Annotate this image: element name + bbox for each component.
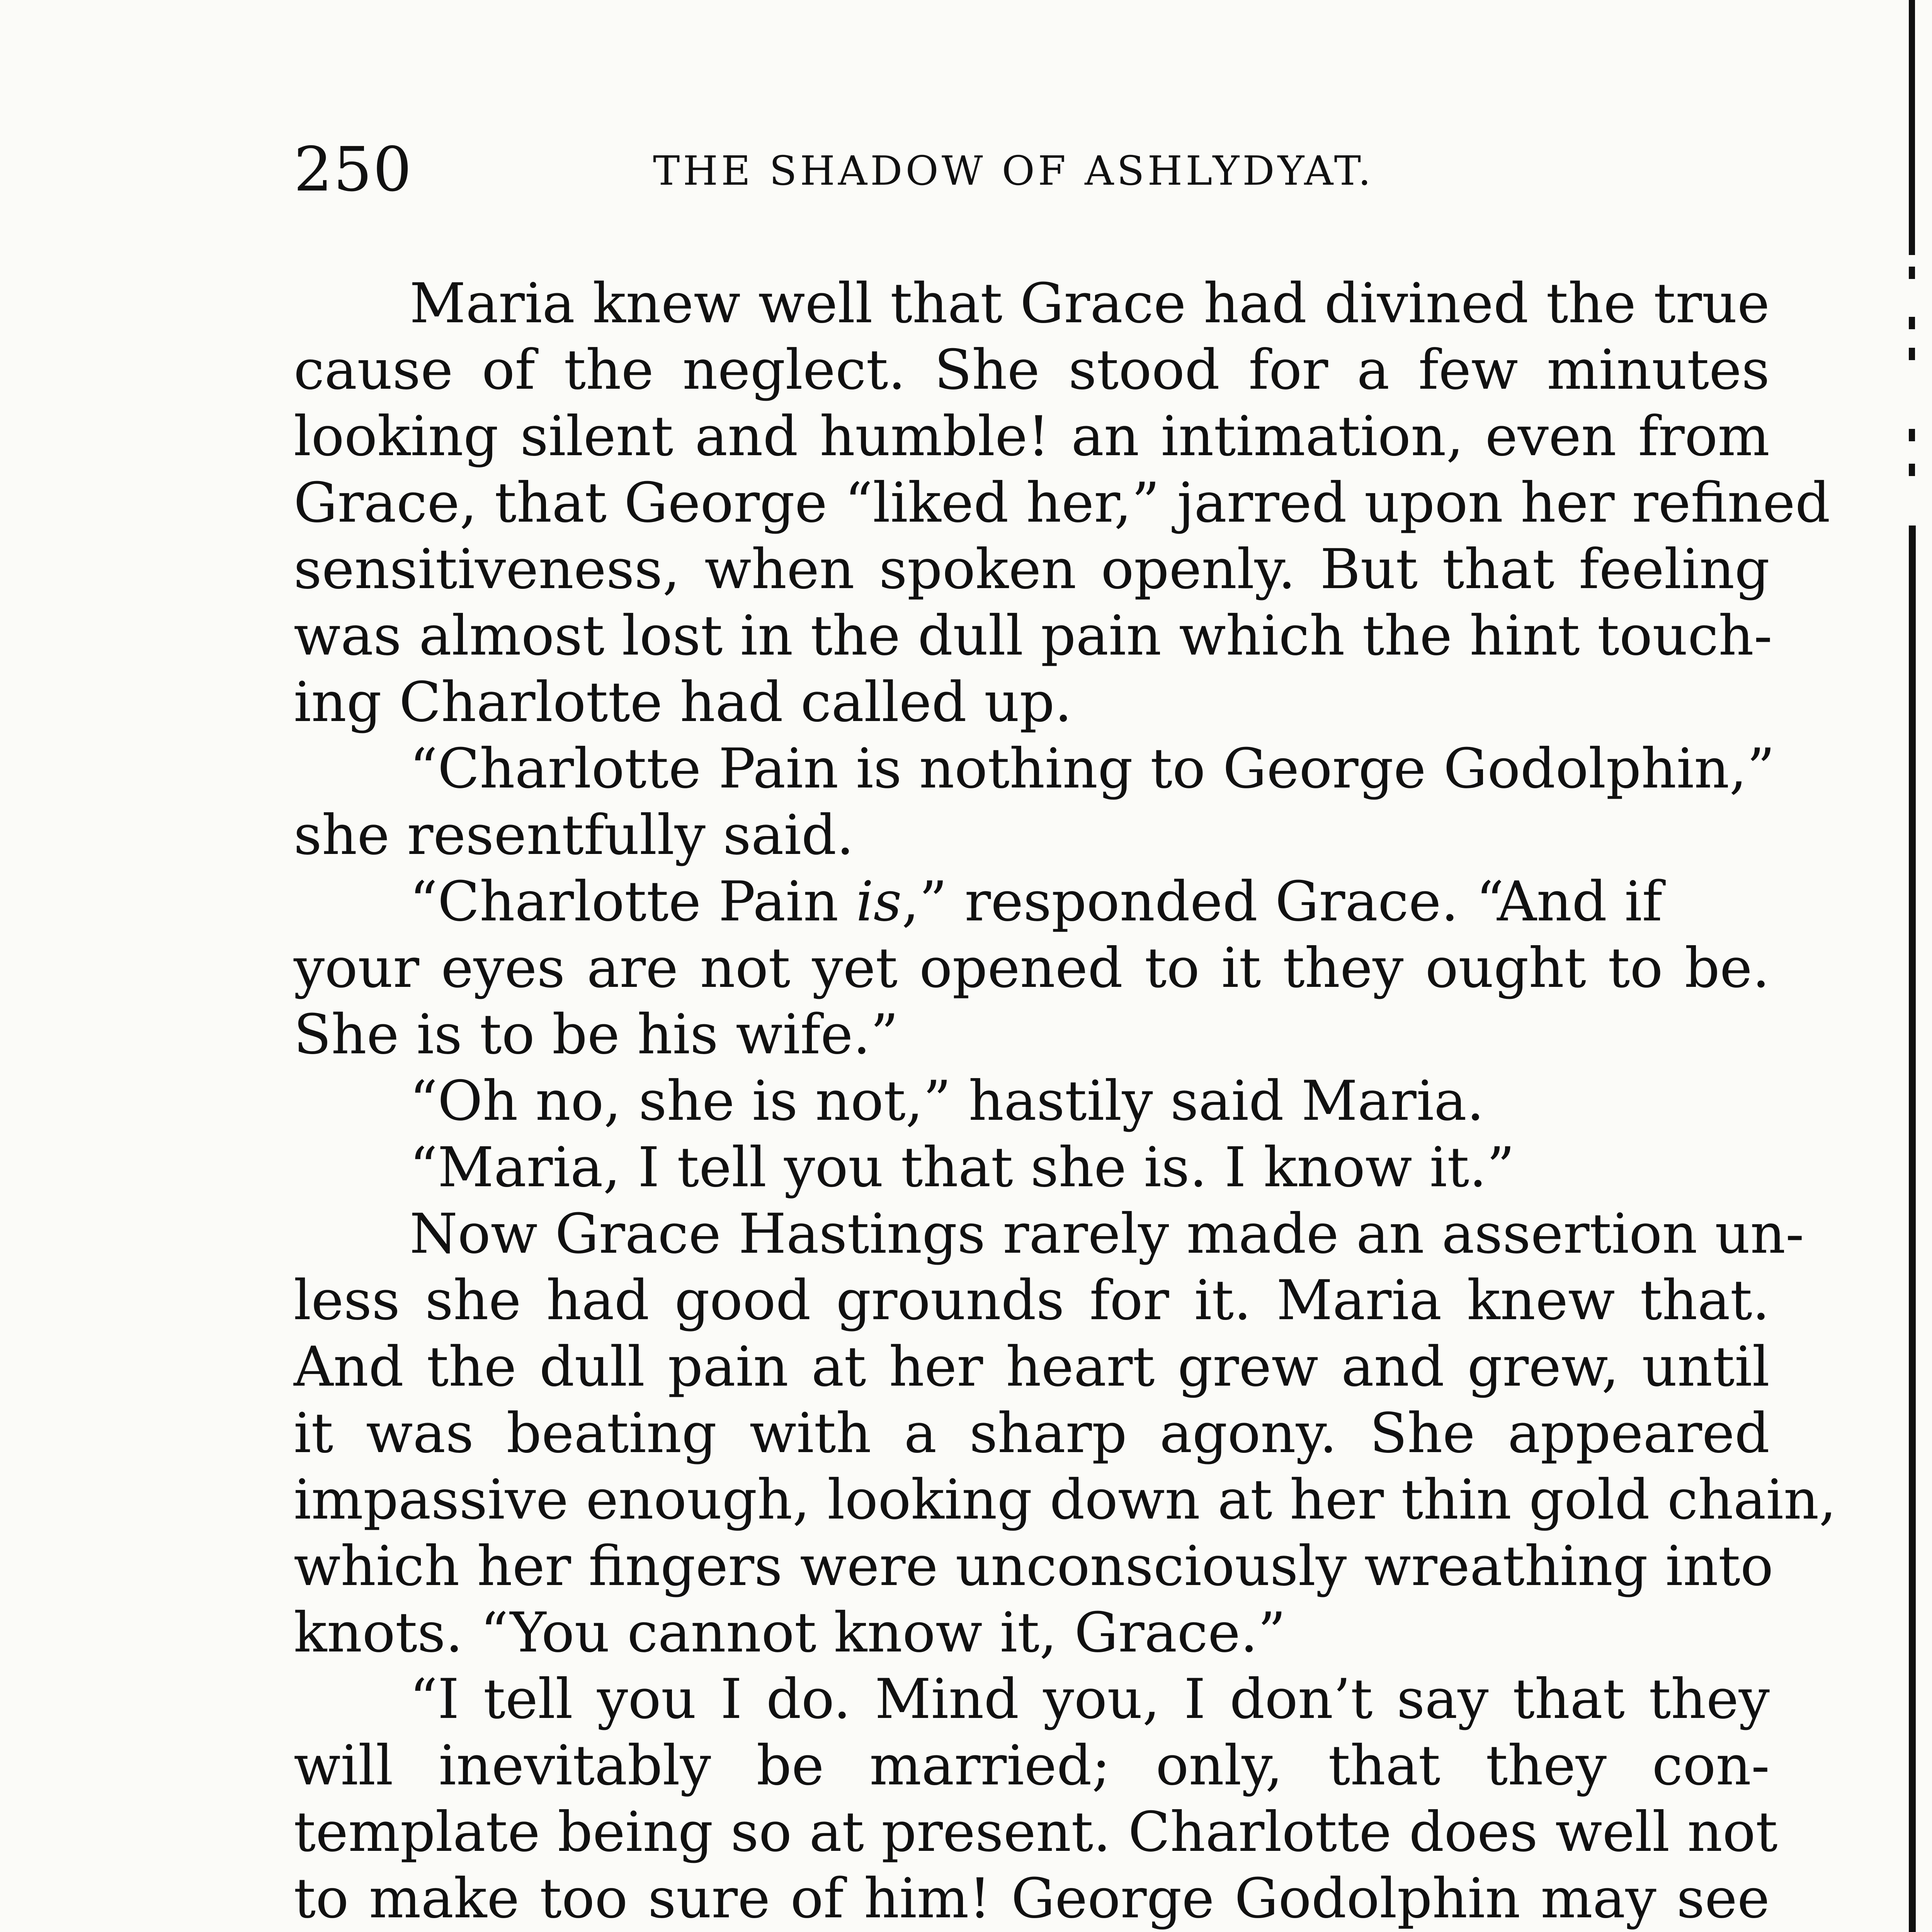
text-line: she resentfully said. bbox=[294, 803, 854, 867]
text-line: Grace, that George “liked her,” jarred upon her refined bbox=[294, 471, 1830, 535]
page-edge-mark bbox=[1909, 317, 1915, 329]
text-line: to make too sure of him! George Godolphin may see bbox=[294, 1867, 1770, 1930]
text-line: template being so at present. Charlotte does well not bbox=[294, 1800, 1778, 1864]
text-line: “Charlotte Pain is nothing to George Godolphin,” bbox=[410, 737, 1775, 801]
text-line: “I tell you I do. Mind you, I don’t say that they bbox=[410, 1667, 1770, 1731]
text-line: She is to be his wife.” bbox=[294, 1003, 899, 1066]
text-line: was almost lost in the dull pain which the hint touch- bbox=[294, 604, 1772, 668]
text-line: which her fingers were unconsciously wreathing into bbox=[294, 1534, 1774, 1598]
text-line: “Oh no, she is not,” hastily said Maria. bbox=[410, 1069, 1484, 1133]
text-line: impassive enough, looking down at her thin gold chain, bbox=[294, 1468, 1837, 1532]
text-line: it was beating with a sharp agony. She appeared bbox=[294, 1401, 1770, 1465]
text-line: Maria knew well that Grace had divined the true bbox=[410, 272, 1770, 335]
page-number: 250 bbox=[294, 134, 413, 205]
page-edge-mark bbox=[1909, 464, 1915, 476]
page-header bbox=[294, 134, 1801, 216]
page-text bbox=[294, 270, 1837, 1932]
page-edge-shadow-top bbox=[1909, 0, 1915, 255]
text-line: sensitiveness, when spoken openly. But that feeling bbox=[294, 537, 1770, 601]
text-line: less she had good grounds for it. Maria knew that. bbox=[294, 1269, 1770, 1332]
text-line: cause of the neglect. She stood for a few minutes bbox=[294, 338, 1770, 402]
text-line: will inevitably be married; only, that they con- bbox=[294, 1734, 1770, 1798]
text-span: “Charlotte Pain bbox=[410, 870, 839, 934]
italic-emphasis: is bbox=[856, 870, 902, 934]
running-head: THE SHADOW OF ASHLYDYAT. bbox=[653, 147, 1374, 194]
page-edge-shadow-middle bbox=[1909, 526, 1916, 1932]
text-line: knots. “You cannot know it, Grace.” bbox=[294, 1601, 1286, 1665]
text-line bbox=[410, 869, 1770, 935]
page-edge-mark bbox=[1909, 429, 1915, 441]
text-line: looking silent and humble! an intimation, even from bbox=[294, 405, 1770, 468]
page-edge-mark bbox=[1909, 267, 1915, 279]
text-line: ing Charlotte had called up. bbox=[294, 670, 1072, 734]
text-line: your eyes are not yet opened to it they ought to be. bbox=[294, 936, 1770, 1000]
text-line: Now Grace Hastings rarely made an assertion un- bbox=[410, 1202, 1804, 1266]
page-edge-mark bbox=[1909, 348, 1915, 360]
text-line: “Maria, I tell you that she is. I know it.” bbox=[410, 1136, 1515, 1199]
text-span: ,” responded Grace. “And if bbox=[901, 870, 1663, 934]
text-line: And the dull pain at her heart grew and grew, until bbox=[294, 1335, 1770, 1399]
